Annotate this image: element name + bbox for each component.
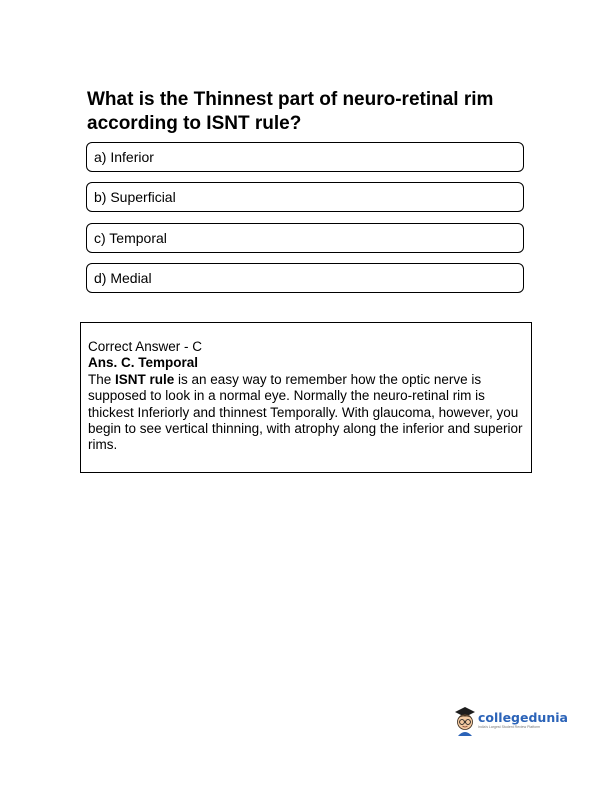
graduate-mascot-icon	[453, 705, 477, 737]
option-c[interactable]: c) Temporal	[86, 223, 524, 253]
question-title: What is the Thinnest part of neuro-retinal rim according to ISNT rule?	[87, 89, 494, 134]
option-a[interactable]: a) Inferior	[86, 142, 524, 172]
isnt-rule-term: ISNT rule	[115, 371, 175, 387]
answer-heading: Ans. C. Temporal	[88, 355, 199, 371]
option-b[interactable]: b) Superficial	[86, 182, 524, 212]
correct-answer-label: Correct Answer - C	[88, 339, 203, 354]
collegedunia-logo: collegedunia India's Largest Student Review Platform	[453, 703, 563, 739]
answer-explanation: The ISNT rule is an easy way to remember how the optic nerve is supposed to look in a normal eye. Normally the neuro-retinal rim is thickest Inferiorly and thinnest Temporally. With glaucoma, however, you begin to see vertical thinning, with atrophy along the inferior and superior rims.	[88, 371, 523, 453]
option-d[interactable]: d) Medial	[86, 263, 524, 293]
answer-box	[80, 322, 532, 473]
